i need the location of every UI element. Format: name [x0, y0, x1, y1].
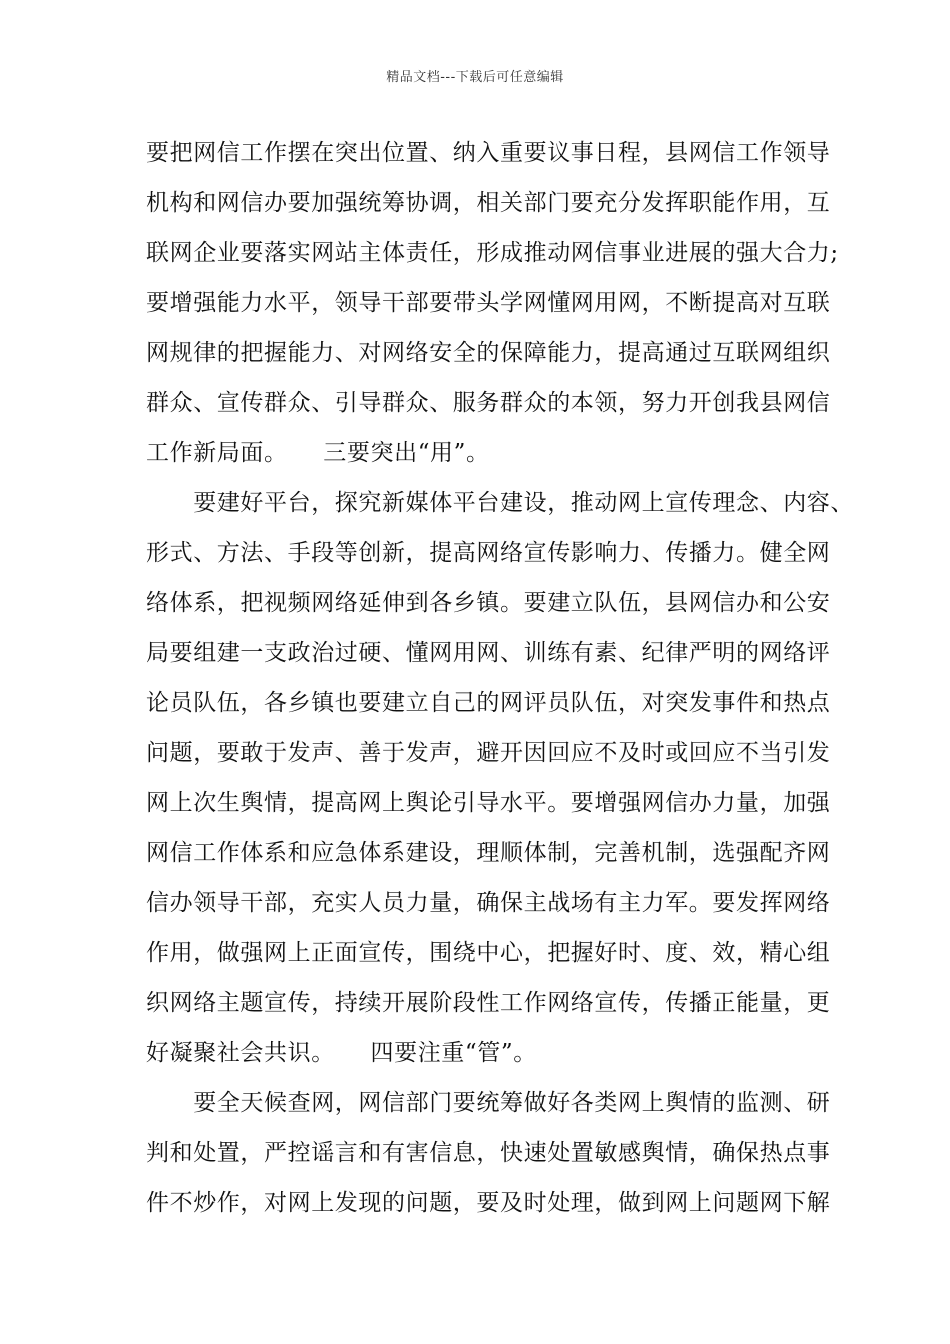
text-line: 要增强能力水平，领导干部要带头学网懂网用网，不断提高对互联: [146, 290, 831, 316]
text-line: 网规律的把握能力、对网络安全的保障能力，提高通过互联网组织: [146, 340, 831, 366]
text-line: 信办领导干部，充实人员力量，确保主战场有主力军。要发挥网络: [146, 890, 831, 916]
text-line: 网上次生舆情，提高网上舆论引导水平。要增强网信办力量，加强: [146, 790, 831, 816]
text-line: 工作新局面。 三要突出“用”。: [146, 440, 490, 466]
text-line: 机构和网信办要加强统筹协调，相关部门要充分发挥职能作用，互: [146, 190, 831, 216]
text-line: 好凝聚社会共识。 四要注重“管”。: [146, 1040, 537, 1066]
text-line: 网信工作体系和应急体系建设，理顺体制，完善机制，选强配齐网: [146, 840, 831, 866]
text-line: 织网络主题宣传，持续开展阶段性工作网络宣传，传播正能量，更: [146, 990, 831, 1016]
text-line: 要建好平台，探究新媒体平台建设，推动网上宣传理念、内容、: [146, 490, 854, 516]
text-line: 络体系，把视频网络延伸到各乡镇。要建立队伍，县网信办和公安: [146, 590, 831, 616]
body-text: [146, 128, 854, 1228]
text-line: 群众、宣传群众、引导群众、服务群众的本领，努力开创我县网信: [146, 390, 831, 416]
text-line: 论员队伍，各乡镇也要建立自己的网评员队伍，对突发事件和热点: [146, 690, 831, 716]
text-line: 要全天候查网，网信部门要统筹做好各类网上舆情的监测、研: [146, 1090, 831, 1116]
text-line: 问题，要敢于发声、善于发声，避开因回应不及时或回应不当引发: [146, 740, 831, 766]
text-line: 要把网信工作摆在突出位置、纳入重要议事日程，县网信工作领导: [146, 140, 831, 166]
text-line: 局要组建一支政治过硬、懂网用网、训练有素、纪律严明的网络评: [146, 640, 831, 666]
text-line: 判和处置，严控谣言和有害信息，快速处置敏感舆情，确保热点事: [146, 1140, 831, 1166]
text-line: 联网企业要落实网站主体责任，形成推动网信事业进展的强大合力;: [146, 240, 839, 266]
text-line: 作用，做强网上正面宣传，围绕中心，把握好时、度、效，精心组: [146, 940, 831, 966]
page-header: 精品文档---下载后可任意编辑: [386, 70, 564, 85]
text-line: 件不炒作，对网上发现的问题，要及时处理，做到网上问题网下解: [146, 1190, 831, 1216]
text-line: 形式、方法、手段等创新，提高网络宣传影响力、传播力。健全网: [146, 540, 831, 566]
